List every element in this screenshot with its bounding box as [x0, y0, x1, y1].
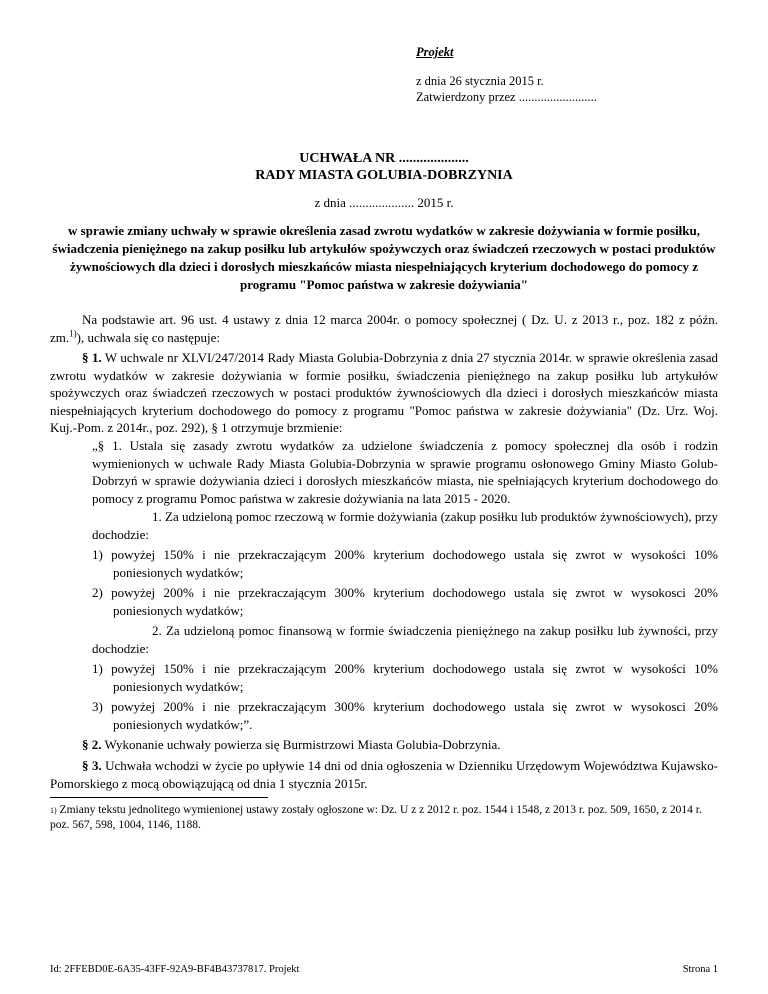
section-2-paragraph: [50, 736, 718, 754]
quote-intro: [50, 437, 718, 507]
section-1-label: § 1.: [82, 350, 102, 365]
title-line-2: RADY MIASTA GOLUBIA-DOBRZYNIA: [255, 168, 513, 183]
preamble-text-end: ), uchwala się co następuje:: [76, 329, 220, 345]
point-1-item-2: [50, 584, 718, 619]
list-item: 1) powyżej 150% i nie przekraczającym 200% kryterium dochodowego ustala się zwrot w wysokości 10% poniesionych wydatków;: [92, 661, 718, 694]
point-2-item-1: [50, 660, 718, 695]
section-2: [50, 736, 718, 754]
point-2-text: 2. Za udzieloną pomoc finansową w formie świadczenia pieniężnego na zakup posiłku lub żywności, przy dochodzie:: [92, 623, 718, 656]
list-item: 1) powyżej 150% i nie przekraczającym 200% kryterium dochodowego ustala się zwrot w wysokości 10% poniesionych wydatków;: [92, 547, 718, 580]
header-approved: Zatwierdzony przez .........................: [416, 90, 597, 104]
section-3-label: § 3.: [82, 758, 102, 773]
section-3-paragraph: [50, 757, 718, 792]
title-line-1: UCHWAŁA NR ....................: [299, 151, 469, 166]
document-header: [416, 44, 597, 105]
resolution-title: [0, 150, 768, 184]
point-1-item-1: [50, 546, 718, 581]
point-2: [50, 622, 718, 657]
section-1: [50, 349, 718, 437]
footnote-mark: 1): [50, 806, 57, 815]
header-date: z dnia 26 stycznia 2015 r.: [416, 74, 544, 88]
preamble: [50, 311, 718, 346]
point-1: [50, 508, 718, 543]
list-item: 2) powyżej 200% i nie przekraczającym 300% kryterium dochodowego ustala się zwrot w wysokosci 20% poniesionych wydatków;: [92, 585, 718, 618]
footnote-text: Zmiany tekstu jednolitego wymienionej ustawy zostały ogłoszone w: Dz. U z z 2012 r. poz. 1544 i 1548, z 2013 r. poz. 509, 1650, z 2014 r. poz. 567, 598, 1004, 1146, 1188.: [50, 804, 702, 831]
section-1-text: W uchwale nr XLVI/247/2014 Rady Miasta Golubia-Dobrzynia z dnia 27 stycznia 2014r. w sprawie określenia zasad zwrotu wydatków w zakresie dożywiania w formie posiłku, świadczenia pieniężnego na zakup posiłku lub artykułów spożywczych oraz świadczeń rzeczowych w postaci produktów żywnościowych dla dzieci i dorosłych mieszkańców miasta niespełniających kryterium dochodowego do pomocy z programu "Pomoc państwa w zakresie dożywiania" (Dz. Urz. Woj. Kuj.-Pom. z 2014r., poz. 292), § 1 otrzymuje brzmienie:: [50, 350, 718, 435]
resolution-date: z dnia .................... 2015 r.: [314, 195, 454, 210]
footnote-divider: [50, 797, 268, 798]
footnote-ref: 1): [69, 328, 77, 339]
footer-page-number: Strona 1: [682, 964, 718, 975]
section-2-label: § 2.: [82, 737, 102, 752]
preamble-paragraph: [50, 311, 718, 346]
resolution-subject: w sprawie zmiany uchwały w sprawie określenia zasad zwrotu wydatków w zakresie dożywiania w formie posiłku, świadczenia pieniężnego na zakup posiłku lub artykułów spożywczych oraz świadczeń rzeczowych w postaci produktów żywnościowych dla dzieci i dorosłych mieszkańców miasta niespełniających kryterium dochodowego do pomocy z programu "Pomoc państwa w zakresie dożywiania": [52, 223, 716, 292]
quote-intro-text: „§ 1. Ustala się zasady zwrotu wydatków za udzielone świadczenia z pomocy społecznej dla osób i rodzin wymienionych w uchwale Rady Miasta Golubia-Dobrzynia w sprawie programu osłonowego Gminy Miasto Golub-Dobrzyń w sprawie dożywiania dzieci i dorosłych mieszkańców miasta, nie spełniających kryterium dochodowego do pomocy z programu Pomoc państwa w zakresie dożywiania na lata 2015 - 2020.: [92, 438, 718, 506]
section-2-text: Wykonanie uchwały powierza się Burmistrzowi Miasta Golubia-Dobrzynia.: [101, 737, 501, 752]
section-1-paragraph: [50, 349, 718, 437]
section-3-text: Uchwała wchodzi w życie po upływie 14 dni od dnia ogłoszenia w Dzienniku Urzędowym Województwa Kujawsko-Pomorskiego z mocą obowiązującą od dnia 1 stycznia 2015r.: [50, 758, 718, 791]
preamble-text: Na podstawie art. 96 ust. 4 ustawy z dnia 12 marca 2004r. o pomocy społecznej ( Dz. U. z 2013 r., poz. 182 z późn. zm.: [50, 312, 718, 345]
section-3: [50, 757, 718, 792]
footnote: [50, 803, 718, 833]
list-item: 3) powyżej 200% i nie przekraczającym 300% kryterium dochodowego ustala się zwrot w wysokosci 20% poniesionych wydatków;”.: [92, 699, 718, 732]
point-1-text: 1. Za udzieloną pomoc rzeczową w formie dożywiania (zakup posiłku lub produktów żywnościowych), przy dochodzie:: [92, 509, 718, 542]
footer-document-id: Id: 2FFEBD0E-6A35-43FF-92A9-BF4B43737817. Projekt: [50, 964, 300, 975]
point-2-item-3: [50, 698, 718, 733]
projekt-label: Projekt: [416, 45, 454, 59]
